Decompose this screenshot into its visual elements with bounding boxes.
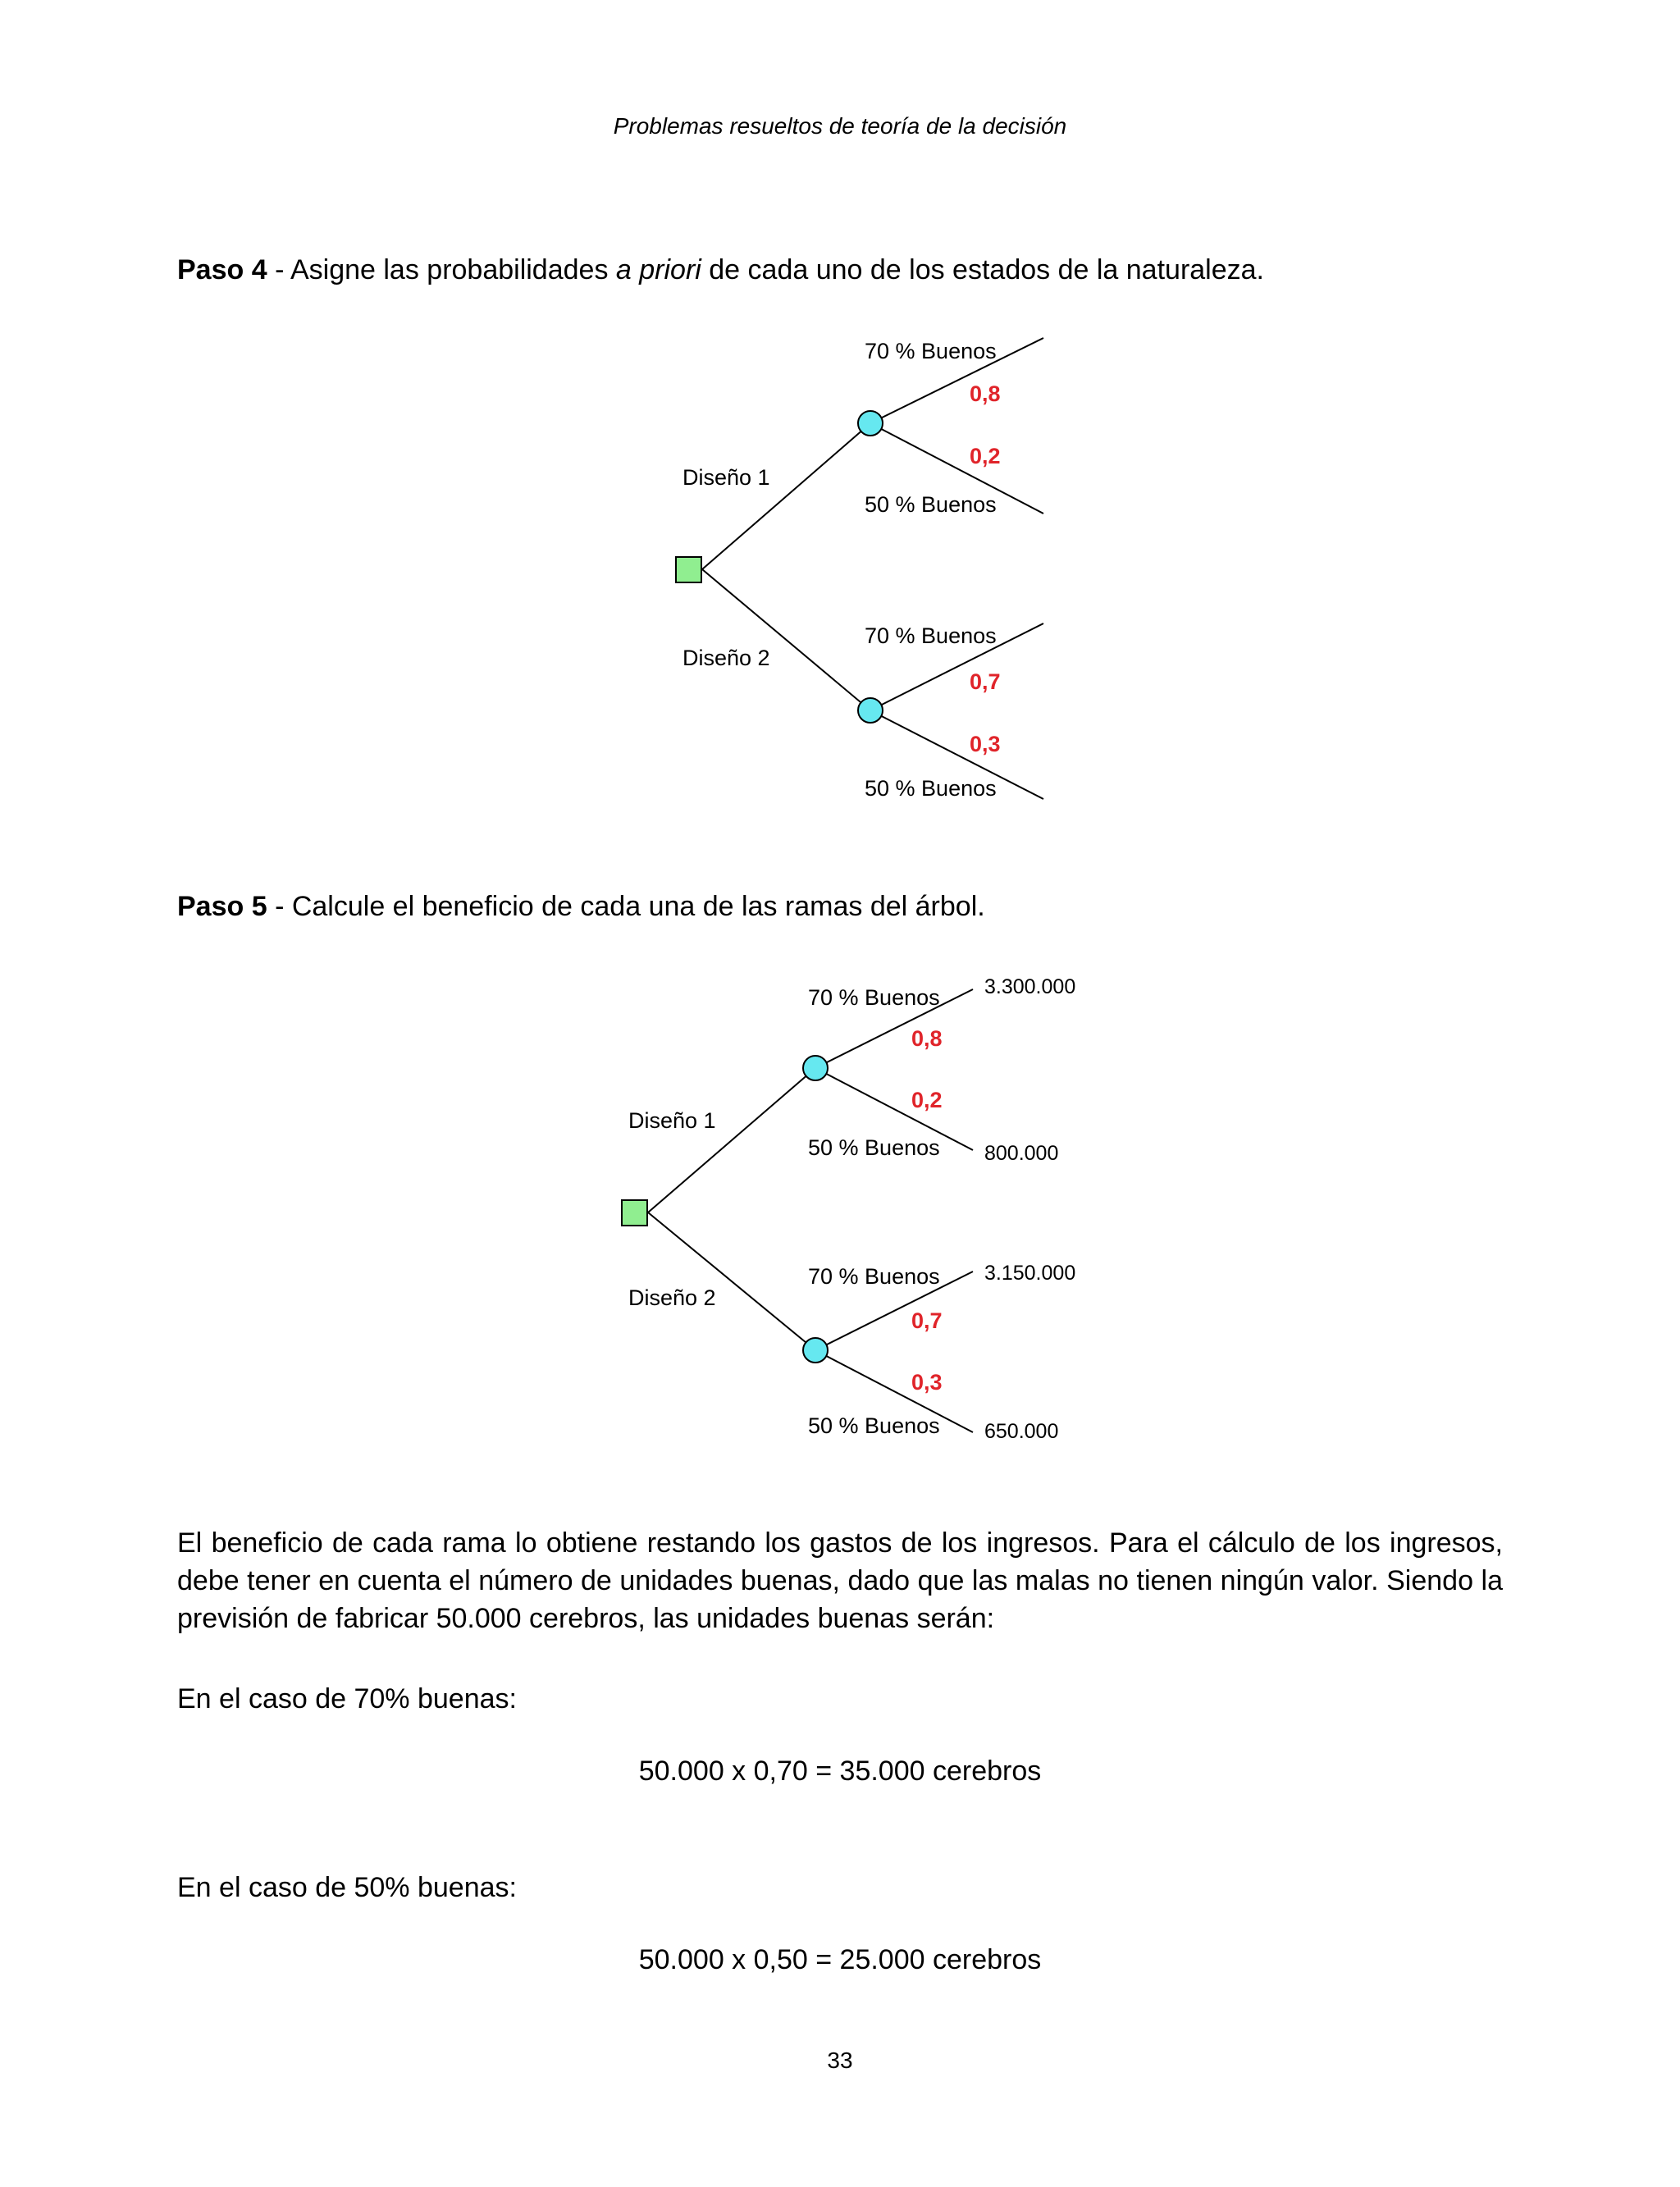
prob-d2-bottom: 0,3 [970, 732, 1001, 756]
label-design2: Diseño 2 [628, 1285, 716, 1310]
step4-text-after: de cada uno de los estados de la naturaleza. [701, 254, 1264, 285]
case70-formula: 50.000 x 0,70 = 35.000 cerebros [638, 1756, 1042, 1787]
label-d1-top: 70 % Buenos [808, 985, 940, 1010]
label-d1-bottom: 50 % Buenos [865, 492, 997, 517]
step5-text: - Calcule el beneficio de cada una de las ramas del árbol. [267, 891, 985, 922]
label-d2-top: 70 % Buenos [865, 623, 997, 648]
value-d1-bottom: 800.000 [984, 1142, 1059, 1165]
label-design1: Diseño 1 [628, 1108, 716, 1133]
step4-text-before: - Asigne las probabilidades [267, 254, 616, 285]
prob-d1-top: 0,8 [970, 381, 1001, 406]
step4-italic: a priori [615, 254, 701, 285]
label-d1-top: 70 % Buenos [865, 339, 997, 363]
body-paragraph: El beneficio de cada rama lo obtiene restando los gastos de los ingresos. Para el cálculo de los ingresos, debe tener en cuenta el número de unidades buenas, dado que las malas no tienen ningún valor. Siendo la previsión de fabricar 50.000 cerebros, las unidades buenas serán: [177, 1527, 1503, 1634]
step4-label: Paso 4 [177, 254, 267, 285]
case50-formula: 50.000 x 0,50 = 25.000 cerebros [638, 1944, 1042, 1975]
label-d1-bottom: 50 % Buenos [808, 1135, 940, 1160]
running-header: Problemas resueltos de teoría de la decisión [613, 113, 1067, 139]
value-d2-top: 3.150.000 [984, 1262, 1076, 1285]
label-d2-bottom: 50 % Buenos [808, 1413, 940, 1438]
label-design1: Diseño 1 [682, 465, 770, 490]
chance-node-design1 [803, 1056, 828, 1080]
decision-node [622, 1200, 647, 1226]
branch-design1 [648, 1068, 815, 1212]
case50-label: En el caso de 50% buenas: [177, 1872, 517, 1903]
prob-d2-top: 0,7 [911, 1308, 943, 1333]
prob-d1-bottom: 0,2 [970, 444, 1001, 468]
label-d2-bottom: 50 % Buenos [865, 776, 997, 801]
value-d2-bottom: 650.000 [984, 1420, 1059, 1443]
branch-design2 [648, 1212, 815, 1350]
case70-label: En el caso de 70% buenas: [177, 1683, 517, 1714]
page-number: 33 [827, 2048, 853, 2073]
prob-d1-top: 0,8 [911, 1026, 943, 1051]
prob-d2-bottom: 0,3 [911, 1370, 943, 1395]
step5-label: Paso 5 [177, 891, 267, 922]
prob-d2-top: 0,7 [970, 669, 1001, 694]
value-d1-top: 3.300.000 [984, 975, 1076, 998]
chance-node-design2 [803, 1338, 828, 1363]
label-d2-top: 70 % Buenos [808, 1264, 940, 1289]
prob-d1-bottom: 0,2 [911, 1088, 943, 1112]
label-design2: Diseño 2 [682, 646, 770, 670]
